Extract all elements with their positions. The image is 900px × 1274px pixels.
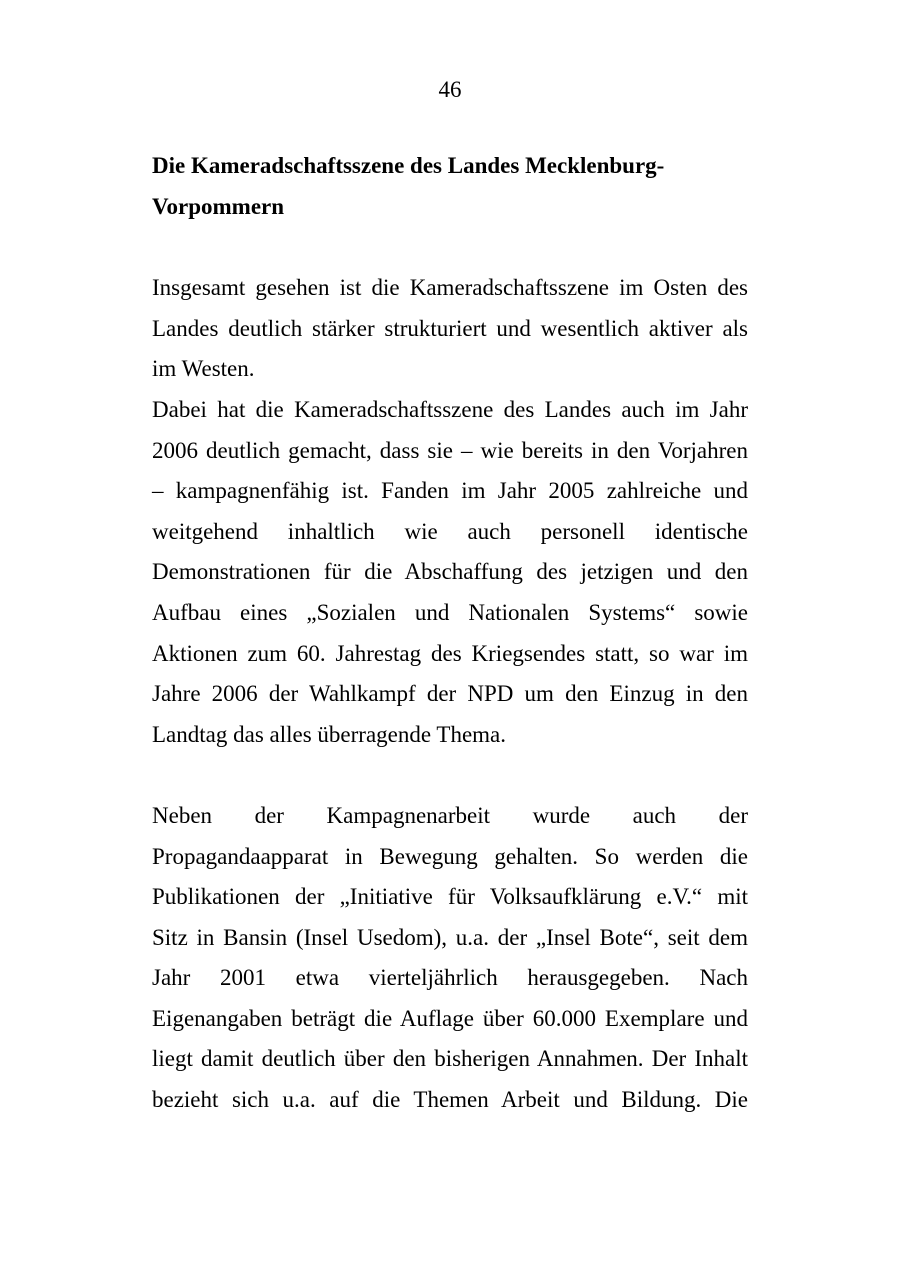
text-line: Publikationen der „Initiative für Volksaufklärung e.V.“ mit xyxy=(152,884,748,910)
text-line: Insgesamt gesehen ist die Kameradschaftsszene im Osten des xyxy=(152,275,748,301)
text-line: Neben der Kampagnenarbeit wurde auch der xyxy=(152,802,748,828)
text-line: Jahre 2006 der Wahlkampf der NPD um den Einzug in den xyxy=(152,681,748,707)
page-number: 46 xyxy=(438,77,462,102)
text-line: Dabei hat die Kameradschaftsszene des Landes auch im Jahr xyxy=(152,396,748,422)
text-line: 2006 deutlich gemacht, dass sie – wie bereits in den Vorjahren xyxy=(152,437,748,463)
text-line: liegt damit deutlich über den bisherigen Annahmen. Der Inhalt xyxy=(152,1046,748,1072)
text-line: Sitz in Bansin (Insel Usedom), u.a. der „Insel Bote“, seit dem xyxy=(152,924,748,950)
text-line: im Westen. xyxy=(152,356,255,382)
text-line: – kampagnenfähig ist. Fanden im Jahr 2005 zahlreiche und xyxy=(152,478,748,504)
spacer xyxy=(152,227,748,268)
paragraph-propaganda xyxy=(152,796,748,1121)
text-line: Aufbau eines „Sozialen und Nationalen Systems“ sowie xyxy=(152,599,748,625)
text-line: Aktionen zum 60. Jahrestag des Kriegsendes statt, so war im xyxy=(152,640,748,666)
heading-line: Vorpommern xyxy=(152,193,285,219)
text-line: weitgehend inhaltlich wie auch personell identische xyxy=(152,518,748,544)
text-line: Jahr 2001 etwa vierteljährlich herausgegeben. Nach xyxy=(152,965,748,991)
text-line: Landtag das alles überragende Thema. xyxy=(152,721,507,747)
text-line: bezieht sich u.a. auf die Themen Arbeit und Bildung. Die xyxy=(152,1087,748,1113)
section-heading xyxy=(152,146,748,227)
paragraph-intro xyxy=(152,268,748,390)
text-line: Eigenangaben beträgt die Auflage über 60.000 Exemplare und xyxy=(152,1005,748,1031)
paragraph-campaign xyxy=(152,390,748,755)
text-line: Propagandaapparat in Bewegung gehalten. So werden die xyxy=(152,843,748,869)
document-body xyxy=(152,146,748,1121)
spacer xyxy=(152,755,748,796)
text-line: Landes deutlich stärker strukturiert und wesentlich aktiver als xyxy=(152,315,748,341)
text-line: Demonstrationen für die Abschaffung des jetzigen und den xyxy=(152,559,748,585)
heading-line: Die Kameradschaftsszene des Landes Mecklenburg- xyxy=(152,153,665,178)
